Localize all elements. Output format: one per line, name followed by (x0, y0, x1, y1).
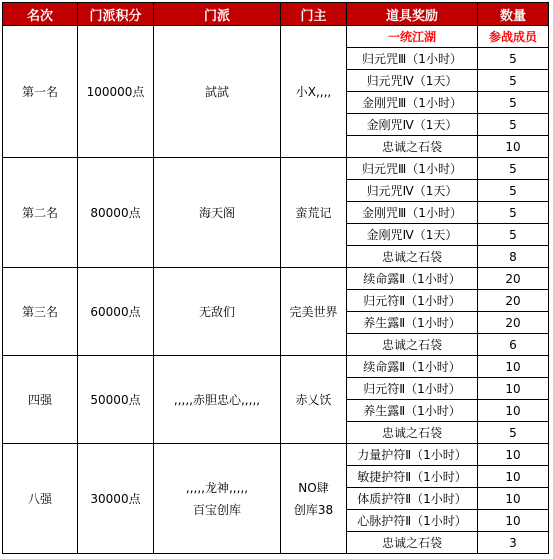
header-reward: 道具奖励 (347, 3, 478, 26)
rank-cell: 第三名 (3, 268, 78, 356)
reward-quantity-cell: 5 (478, 422, 549, 444)
sect-cell: 試試 (154, 26, 281, 158)
reward-quantity-cell: 10 (478, 136, 549, 158)
reward-item-cell: 敏捷护符Ⅱ（1小时） (347, 466, 478, 488)
reward-quantity-cell: 20 (478, 312, 549, 334)
reward-item-cell: 金刚咒Ⅲ（1小时） (347, 92, 478, 114)
points-cell: 50000点 (78, 356, 154, 444)
reward-quantity-cell: 5 (478, 180, 549, 202)
reward-quantity-cell: 6 (478, 334, 549, 356)
leader-cell: 小X,,,, (281, 26, 347, 158)
table-row (3, 26, 549, 48)
points-cell: 100000点 (78, 26, 154, 158)
rank-cell: 第二名 (3, 158, 78, 268)
rank-cell: 八强 (3, 444, 78, 554)
reward-item-cell: 心脉护符Ⅱ（1小时） (347, 510, 478, 532)
leader-cell: 赤乂饫 (281, 356, 347, 444)
reward-quantity-cell: 参战成员 (478, 26, 549, 48)
reward-quantity-cell: 10 (478, 356, 549, 378)
reward-item-cell: 归元咒Ⅲ（1小时） (347, 48, 478, 70)
reward-item-cell: 忠诚之石袋 (347, 246, 478, 268)
points-cell: 60000点 (78, 268, 154, 356)
leader-cell: 蛮荒记 (281, 158, 347, 268)
reward-quantity-cell: 10 (478, 466, 549, 488)
reward-item-cell: 力量护符Ⅱ（1小时） (347, 444, 478, 466)
reward-quantity-cell: 5 (478, 114, 549, 136)
reward-quantity-cell: 10 (478, 488, 549, 510)
reward-quantity-cell: 10 (478, 444, 549, 466)
reward-item-cell: 归元符Ⅱ（1小时） (347, 378, 478, 400)
points-cell: 30000点 (78, 444, 154, 554)
reward-quantity-cell: 5 (478, 202, 549, 224)
header-points: 门派积分 (78, 3, 154, 26)
rank-cell: 四强 (3, 356, 78, 444)
reward-quantity-cell: 5 (478, 48, 549, 70)
table-row (3, 444, 549, 466)
reward-item-cell: 金刚咒Ⅲ（1小时） (347, 202, 478, 224)
reward-item-cell: 归元咒Ⅳ（1天） (347, 70, 478, 92)
table-row (3, 158, 549, 180)
reward-item-cell: 归元咒Ⅳ（1天） (347, 180, 478, 202)
reward-quantity-cell: 10 (478, 400, 549, 422)
reward-quantity-cell: 5 (478, 158, 549, 180)
rank-cell: 第一名 (3, 26, 78, 158)
reward-item-cell: 续命露Ⅱ（1小时） (347, 356, 478, 378)
points-cell: 80000点 (78, 158, 154, 268)
reward-item-cell: 金刚咒Ⅳ（1天） (347, 114, 478, 136)
reward-quantity-cell: 3 (478, 532, 549, 554)
reward-quantity-cell: 10 (478, 510, 549, 532)
reward-item-cell: 养生露Ⅱ（1小时） (347, 400, 478, 422)
leader-cell: NO肆 创库38 (281, 444, 347, 554)
reward-quantity-cell: 5 (478, 92, 549, 114)
header-leader: 门主 (281, 3, 347, 26)
header-quantity: 数量 (478, 3, 549, 26)
header-sect: 门派 (154, 3, 281, 26)
table-body (3, 26, 549, 554)
reward-quantity-cell: 10 (478, 378, 549, 400)
reward-quantity-cell: 5 (478, 70, 549, 92)
rewards-table (2, 2, 549, 554)
table-row (3, 268, 549, 290)
header-rank: 名次 (3, 3, 78, 26)
reward-item-cell: 归元咒Ⅲ（1小时） (347, 158, 478, 180)
reward-item-cell: 养生露Ⅱ（1小时） (347, 312, 478, 334)
table-row (3, 356, 549, 378)
reward-quantity-cell: 20 (478, 268, 549, 290)
reward-item-cell: 忠诚之石袋 (347, 422, 478, 444)
reward-item-cell: 一统江湖 (347, 26, 478, 48)
header-row (3, 3, 549, 26)
sect-cell: 海天阁 (154, 158, 281, 268)
sect-cell: ,,,,,龙神,,,,, 百宝创库 (154, 444, 281, 554)
reward-quantity-cell: 20 (478, 290, 549, 312)
reward-item-cell: 忠诚之石袋 (347, 532, 478, 554)
leader-cell: 完美世界 (281, 268, 347, 356)
reward-item-cell: 归元符Ⅱ（1小时） (347, 290, 478, 312)
reward-quantity-cell: 8 (478, 246, 549, 268)
reward-quantity-cell: 5 (478, 224, 549, 246)
reward-item-cell: 体质护符Ⅱ（1小时） (347, 488, 478, 510)
reward-item-cell: 续命露Ⅱ（1小时） (347, 268, 478, 290)
sect-cell: 无敌们 (154, 268, 281, 356)
reward-item-cell: 忠诚之石袋 (347, 334, 478, 356)
reward-item-cell: 金刚咒Ⅳ（1天） (347, 224, 478, 246)
reward-item-cell: 忠诚之石袋 (347, 136, 478, 158)
sect-cell: ,,,,,赤胆忠心,,,,, (154, 356, 281, 444)
